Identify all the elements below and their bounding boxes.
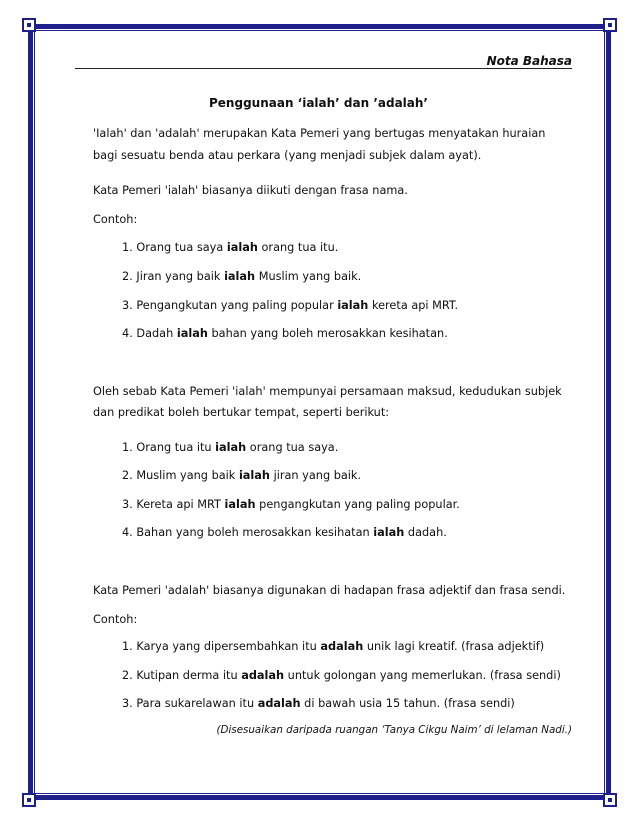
corner-ornament — [603, 18, 617, 32]
list-item: 4. Dadah ialah bahan yang boleh merosakkan kesihatan. — [122, 327, 448, 340]
section2-line-1: Oleh sebab Kata Pemeri 'ialah' mempunyai persamaan maksud, kedudukan subjek — [93, 385, 562, 398]
corner-ornament — [22, 793, 36, 807]
header-title: Nota Bahasa — [486, 54, 572, 68]
list-item: 2. Kutipan derma itu adalah untuk golongan yang memerlukan. (frasa sendi) — [122, 669, 561, 682]
list-item: 4. Bahan yang boleh merosakkan kesihatan ialah dadah. — [122, 526, 447, 539]
section1-text: Kata Pemeri 'ialah' biasanya diikuti dengan frasa nama. — [93, 184, 408, 197]
header-rule — [75, 68, 572, 69]
corner-ornament — [22, 18, 36, 32]
intro-line-2: bagi sesuatu benda atau perkara (yang menjadi subjek dalam ayat). — [93, 149, 482, 162]
list-item: 1. Karya yang dipersembahkan itu adalah unik lagi kreatif. (frasa adjektif) — [122, 640, 545, 653]
intro-line-1: 'Ialah' dan 'adalah' merupakan Kata Pemeri yang bertugas menyatakan huraian — [93, 127, 546, 140]
list-item: 1. Orang tua itu ialah orang tua saya. — [122, 441, 339, 454]
corner-ornament — [603, 793, 617, 807]
list-item: 3. Pengangkutan yang paling popular ialah kereta api MRT. — [122, 299, 459, 312]
section3-contoh: Contoh: — [93, 613, 138, 626]
list-item: 2. Muslim yang baik ialah jiran yang baik. — [122, 469, 362, 482]
source-footnote: (Disesuaikan daripada ruangan ‘Tanya Cikgu Naim’ di lelaman Nadi.) — [216, 724, 572, 736]
section2-line-2: dan predikat boleh bertukar tempat, seperti berikut: — [93, 406, 390, 419]
list-item: 1. Orang tua saya ialah orang tua itu. — [122, 241, 339, 254]
page-title: Penggunaan ‘ialah’ dan ’adalah’ — [209, 96, 428, 110]
list-item: 3. Para sukarelawan itu adalah di bawah usia 15 tahun. (frasa sendi) — [122, 697, 515, 710]
list-item: 3. Kereta api MRT ialah pengangkutan yang paling popular. — [122, 498, 460, 511]
section1-contoh: Contoh: — [93, 213, 138, 226]
list-item: 2. Jiran yang baik ialah Muslim yang baik. — [122, 270, 362, 283]
section3-text: Kata Pemeri 'adalah' biasanya digunakan di hadapan frasa adjektif dan frasa sendi. — [93, 584, 566, 597]
